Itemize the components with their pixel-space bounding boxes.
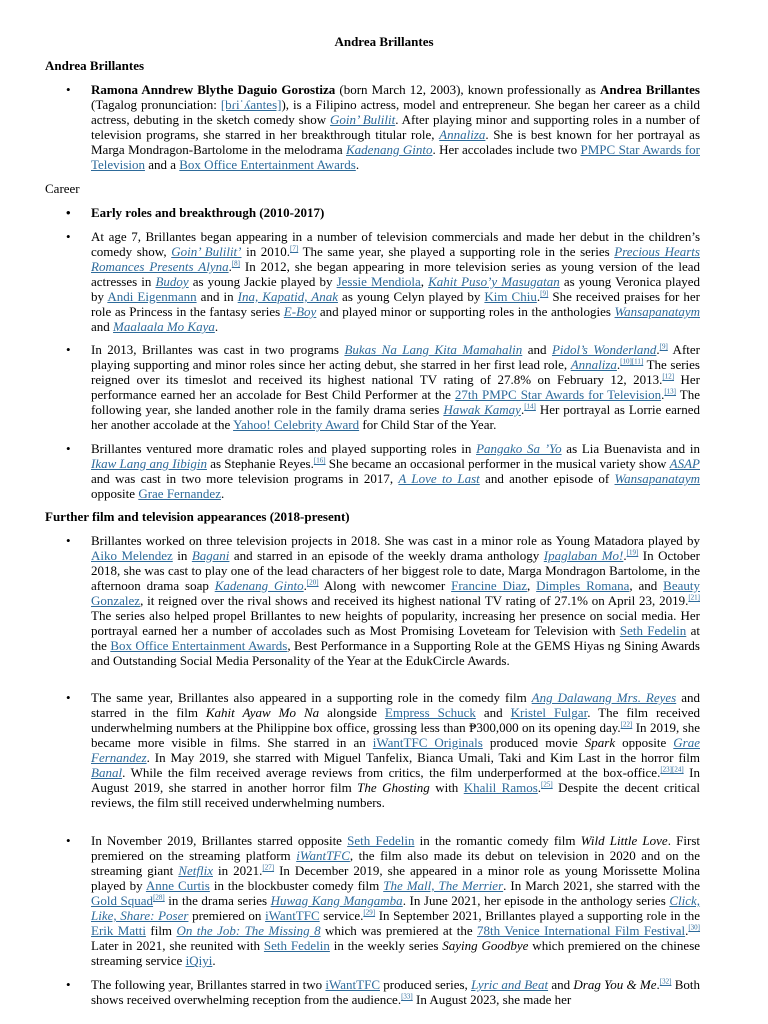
- ipa-link[interactable]: [bɾiˈʎantes]: [220, 97, 282, 112]
- link-kim-chiu[interactable]: Kim Chiu: [484, 289, 537, 304]
- link-maalaala-mo-kaya[interactable]: Maalaala Mo Kaya: [113, 319, 215, 334]
- further-paragraph-3: • In November 2019, Brillantes starred opposite Seth Fedelin in the romantic comedy film Wild Little Love. First premiered on the streaming platform iWantTFC, the film also made its debut on television in 2020 and on the streaming giant Netflix in 2021.[27] In December 2019, she appeared in a minor role as young Morissette Molina played by Anne Curtis in the blockbuster comedy film The Mall, The Merrier. In March 2021, she starred with the Gold Squad[28] in the drama series Huwag Kang Mangamba. In June 2021, her episode in the anthology series Click, Like, Share: Poser premiered on iWantTFC service.[29] In September 2021, Brillantes played a supporting role in the Erik Matti film On the Job: The Missing 8 which was premiered at the 78th Venice International Film Festival.[30] Later in 2021, she reunited with Seth Fedelin in the weekly series Saying Goodbye which premiered on the chinese streaming service iQiyi.: [91, 833, 700, 968]
- citation[interactable]: [33]: [401, 992, 413, 1001]
- citation[interactable]: [19]: [626, 548, 639, 557]
- link-grae-fernandez-2[interactable]: Grae Fernandez: [91, 735, 700, 765]
- link-goin-bulilit[interactable]: Goin’ Bulilit: [329, 112, 396, 127]
- link-wansapanataym-2[interactable]: Wansapanataym: [614, 471, 700, 486]
- citation[interactable]: [13]: [664, 387, 676, 396]
- citation[interactable]: [10][11]: [620, 357, 644, 366]
- link-goin-bulilit-2[interactable]: Goin’ Bulilit’: [171, 244, 242, 259]
- early-paragraph-2: • In 2013, Brillantes was cast in two programs Bukas Na Lang Kita Mamahalin and Pidol’s Wonderland.[9] After playing supporting and minor roles since her acting debut, she starred in her first lead role, Annaliza.[10][11] The series reigned over its timeslot and received its highest national TV rating of 27.8% on February 12, 2013.[12] Her performance earned her an accolade for Best Child Performer at the 27th PMPC Star Awards for Television.[13] The following year, she landed another role in the family drama series Hawak Kamay.[14] Her portrayal as Lorrie earned her another accolade at the Yahoo! Celebrity Award for Child Star of the Year.: [91, 342, 700, 432]
- link-the-mall-the-merrier[interactable]: The Mall, The Merrier: [383, 878, 504, 893]
- intro-paragraph: • Ramona Anndrew Blythe Daguio Gorostiza (born March 12, 2003), known professionally as Andrea Brillantes (Tagalog pronunciation: [bɾiˈʎantes]), is a Filipino actress, model and entrepreneur. She began her career as a child actress, debuting in the sketch comedy show Goin’ Bulilit. After playing minor and supporting roles in a number of television programs, she starred in her breakthrough titular role, Annaliza. She is best known for her portrayal as Marga Mondragon-Bartolome in the melodrama Kadenang Ginto. Her accolades include two PMPC Star Awards for Television and a Box Office Entertainment Awards.: [91, 82, 700, 172]
- link-kadenang-ginto-2[interactable]: Kadenang Ginto: [214, 578, 304, 593]
- link-kahit-pusoy[interactable]: Kahit Puso’y Masugatan: [428, 274, 560, 289]
- citation[interactable]: [9]: [659, 342, 668, 351]
- link-e-boy[interactable]: E-Boy: [283, 304, 317, 319]
- link-a-love-to-last[interactable]: A Love to Last: [398, 471, 480, 486]
- link-empress-schuck[interactable]: Empress Schuck: [384, 705, 476, 720]
- section-heading-intro: Andrea Brillantes: [45, 58, 145, 73]
- link-gold-squad[interactable]: Gold Squad: [91, 893, 154, 908]
- further-paragraph-4: • The following year, Brillantes starred in two iWantTFC produced series, Lyric and Beat and Drag You & Me.[32] Both shows received overwhelming reception from the audience.[33] In August 2023, she made her: [91, 977, 700, 1007]
- link-kadenang-ginto[interactable]: Kadenang Ginto: [346, 142, 433, 157]
- citation[interactable]: [32]: [659, 977, 672, 986]
- link-anne-curtis[interactable]: Anne Curtis: [145, 878, 210, 893]
- citation[interactable]: [21]: [688, 593, 700, 602]
- link-ipaglaban-mo[interactable]: Ipaglaban Mo!: [543, 548, 624, 563]
- link-ang-dalawang-mrs-reyes[interactable]: Ang Dalawang Mrs. Reyes: [531, 690, 677, 705]
- link-venice-film-festival[interactable]: 78th Venice International Film Festival: [477, 923, 686, 938]
- citation[interactable]: [20]: [306, 578, 319, 587]
- citation[interactable]: [28]: [153, 893, 165, 902]
- link-iwanttfc-2[interactable]: iWantTFC: [265, 908, 320, 923]
- link-pmpc-star-awards[interactable]: PMPC Star Awards for Television: [91, 142, 700, 172]
- link-andi-eigenmann[interactable]: Andi Eigenmann: [107, 289, 197, 304]
- link-lyric-and-beat[interactable]: Lyric and Beat: [471, 977, 549, 992]
- citation[interactable]: [29]: [363, 908, 376, 917]
- link-ikaw-lang[interactable]: Ikaw Lang ang Iibigin: [91, 456, 207, 471]
- citation[interactable]: [27]: [262, 863, 275, 872]
- link-click-like-share[interactable]: Click, Like, Share: Poser: [91, 893, 701, 923]
- full-name: Ramona Anndrew Blythe Daguio Gorostiza: [91, 82, 336, 97]
- section-heading-further: Further film and television appearances (2018-present): [45, 509, 350, 524]
- further-paragraph-1: • Brillantes worked on three television projects in 2018. She was cast in a minor role as Young Matadora played by Aiko Melendez in Bagani and starred in an episode of the weekly drama anthology Ipaglaban Mo!.[19] In October 2018, she was cast to play one of the lead characters of her biggest role to date, Marga Mondragon Bartolome, in the afternoon drama soap Kadenang Ginto.[20] Along with newcomer Francine Diaz, Dimples Romana, and Beauty Gonzalez, it reigned over the rival shows and received its highest national TV rating of 27.1% on April 23, 2019.[21] The series also helped propel Brillantes to new heights of popularity, increasing her presence on social media. Her portrayal earned her a number of accolades such as Most Promising Loveteam for Television with Seth Fedelin at the Box Office Entertainment Awards, Best Performance in a Supporting Role at the GEMS Hiyas ng Sining Awards and Outstanding Social Media Personality of the Year at the EdukCircle Awards.: [91, 533, 700, 668]
- early-paragraph-1: • At age 7, Brillantes began appearing in a number of television commercials and made her debut in the children’s comedy show, Goin’ Bulilit’ in 2010.[7] The same year, she played a supporting role in the series Precious Hearts Romances Presents Alyna.[8] In 2012, she began appearing in more television series as young version of the lead actresses in Budoy as young Jackie played by Jessie Mendiola, Kahit Puso’y Masugatan as young Veronica played by Andi Eigenmann and in Ina, Kapatid, Anak as young Celyn played by Kim Chiu.[9] She received praises for her role as Princess in the fantasy series E-Boy and played minor or supporting roles in the anthologies Wansapanataym and Maalaala Mo Kaya.: [91, 229, 700, 334]
- link-huwag-kang-mangamba[interactable]: Huwag Kang Mangamba: [270, 893, 403, 908]
- link-27th-pmpc[interactable]: 27th PMPC Star Awards for Television: [454, 387, 662, 402]
- citation[interactable]: [7]: [290, 244, 299, 253]
- citation[interactable]: [9]: [540, 289, 549, 298]
- link-iwanttfc-3[interactable]: iWantTFC: [325, 977, 380, 992]
- link-erik-matti[interactable]: Erik Matti: [91, 923, 146, 938]
- link-kristel-fulgar[interactable]: Kristel Fulgar: [510, 705, 588, 720]
- link-pidols-wonderland[interactable]: Pidol’s Wonderland: [551, 342, 657, 357]
- link-banal[interactable]: Banal: [91, 765, 123, 780]
- link-dimples-romana[interactable]: Dimples Romana: [536, 578, 630, 593]
- link-bukas-na-lang[interactable]: Bukas Na Lang Kita Mamahalin: [344, 342, 523, 357]
- link-jessie-mendiola[interactable]: Jessie Mendiola: [336, 274, 421, 289]
- citation[interactable]: [23][24]: [660, 765, 684, 774]
- link-on-the-job[interactable]: On the Job: The Missing 8: [176, 923, 321, 938]
- link-box-office-awards[interactable]: Box Office Entertainment Awards: [179, 157, 356, 172]
- link-wansapanataym[interactable]: Wansapanataym: [614, 304, 700, 319]
- link-ina-kapatid-anak[interactable]: Ina, Kapatid, Anak: [237, 289, 338, 304]
- link-iwanttfc-originals[interactable]: iWantTFC Originals: [372, 735, 483, 750]
- link-seth-fedelin-3[interactable]: Seth Fedelin: [263, 938, 330, 953]
- page-title: Andrea Brillantes: [334, 34, 434, 49]
- link-netflix[interactable]: Netflix: [178, 863, 213, 878]
- link-grae-fernandez[interactable]: Grae Fernandez: [138, 486, 221, 501]
- link-box-office-awards-2[interactable]: Box Office Entertainment Awards: [110, 638, 288, 653]
- citation[interactable]: [14]: [524, 402, 536, 411]
- link-annaliza-2[interactable]: Annaliza: [570, 357, 617, 372]
- link-iqiyi[interactable]: iQiyi: [185, 953, 213, 968]
- citation[interactable]: [12]: [662, 372, 675, 381]
- link-yahoo-celebrity-award[interactable]: Yahoo! Celebrity Award: [233, 417, 360, 432]
- link-seth-fedelin[interactable]: Seth Fedelin: [619, 623, 687, 638]
- citation[interactable]: [22]: [620, 720, 633, 729]
- subheading-early-roles: • Early roles and breakthrough (2010-2017): [91, 205, 700, 220]
- link-annaliza[interactable]: Annaliza: [439, 127, 486, 142]
- link-asap[interactable]: ASAP: [669, 456, 700, 471]
- link-alyna[interactable]: Precious Hearts Romances Presents Alyna: [91, 244, 700, 274]
- stage-name: Andrea Brillantes: [600, 82, 700, 97]
- link-seth-fedelin-2[interactable]: Seth Fedelin: [347, 833, 415, 848]
- link-khalil-ramos[interactable]: Khalil Ramos: [463, 780, 538, 795]
- link-bagani[interactable]: Bagani: [191, 548, 230, 563]
- link-pangako-sa-yo[interactable]: Pangako Sa ’Yo: [476, 441, 562, 456]
- section-heading-career: Career: [45, 181, 80, 196]
- citation[interactable]: [30]: [688, 923, 701, 932]
- early-paragraph-3: • Brillantes ventured more dramatic roles and played supporting roles in Pangako Sa ’Yo as Lia Buenavista and in Ikaw Lang ang Iibigin as Stephanie Reyes.[16] She became an occasional performer in the musical variety show ASAP and was cast in two more television programs in 2017, A Love to Last and another episode of Wansapanataym opposite Grae Fernandez.: [91, 441, 700, 501]
- link-budoy[interactable]: Budoy: [155, 274, 189, 289]
- link-hawak-kamay[interactable]: Hawak Kamay: [443, 402, 521, 417]
- further-paragraph-2: • The same year, Brillantes also appeared in a supporting role in the comedy film Ang Dalawang Mrs. Reyes and starred in the film Kahit Ayaw Mo Na alongside Empress Schuck and Kristel Fulgar. The film received underwhelming numbers at the Philippine box office, grossing less than ₱300,000 on its opening day.[22] In 2019, she became more visible in films. She starred in an iWantTFC Originals produced movie Spark opposite Grae Fernandez. In May 2019, she starred with Miguel Tanfelix, Bianca Umali, Taki and Kim Last in the horror film Banal. While the film received average reviews from critics, the film underperformed at the box-office.[23][24] In August 2019, she starred in another horror film The Ghosting with Khalil Ramos.[25] Despite the decent critical reviews, the film still received underwhelming numbers.: [91, 690, 700, 810]
- link-francine-diaz[interactable]: Francine Diaz: [451, 578, 528, 593]
- link-beauty-gonzalez[interactable]: Beauty Gonzalez: [91, 578, 700, 608]
- citation[interactable]: [25]: [541, 780, 553, 789]
- citation[interactable]: [8]: [231, 259, 241, 268]
- link-iwanttfc[interactable]: iWantTFC: [296, 848, 350, 863]
- link-aiko-melendez[interactable]: Aiko Melendez: [91, 548, 173, 563]
- citation[interactable]: [16]: [313, 456, 326, 465]
